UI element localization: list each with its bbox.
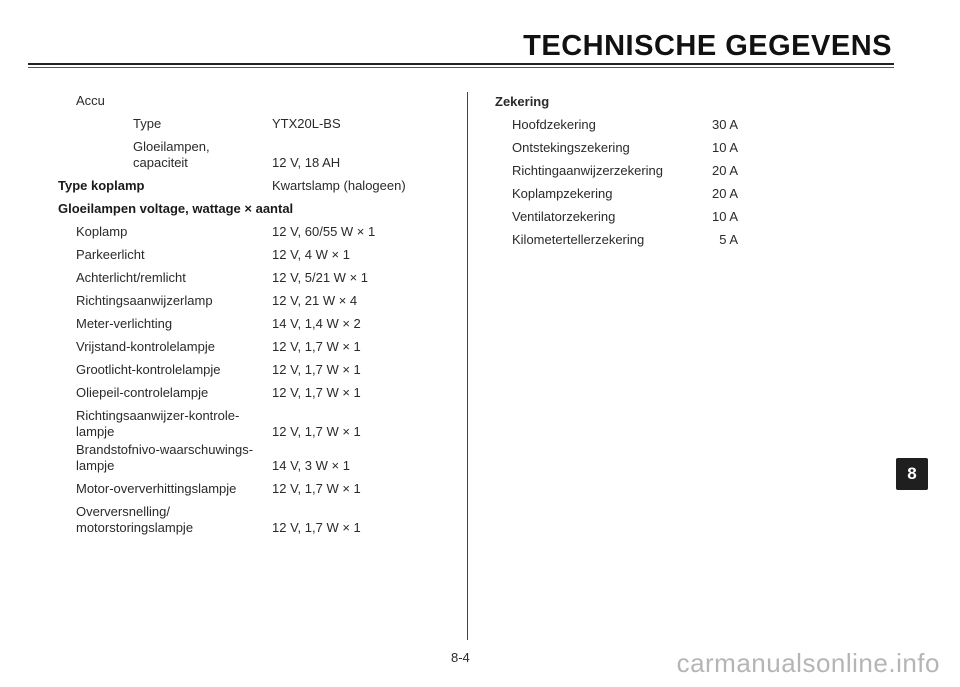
column-divider bbox=[467, 92, 468, 640]
type-value: YTX20L-BS bbox=[272, 116, 341, 131]
spec-value: 12 V, 1,7 W × 1 bbox=[272, 424, 361, 439]
spec-label-line-2: lampje bbox=[76, 424, 115, 439]
spec-label: Grootlicht-kontrolelampje bbox=[76, 362, 221, 377]
accu-label: Accu bbox=[76, 93, 105, 108]
section-heading: Gloeilampen voltage, wattage × aantal bbox=[58, 201, 294, 216]
spec-label: Parkeerlicht bbox=[76, 247, 145, 262]
header-rule bbox=[28, 63, 894, 65]
fuse-value: 10 A bbox=[711, 140, 738, 155]
spec-value: 14 V, 3 W × 1 bbox=[272, 458, 350, 473]
capacity-label-2: capaciteit bbox=[133, 155, 188, 170]
fuse-value: 30 A bbox=[711, 117, 738, 132]
fuse-value: 20 A bbox=[711, 186, 738, 201]
spec-label: Richtingsaanwijzerlamp bbox=[76, 293, 213, 308]
spec-value: 14 V, 1,4 W × 2 bbox=[272, 316, 361, 331]
fuse-label: Ventilatorzekering bbox=[512, 209, 616, 224]
spec-value: 12 V, 21 W × 4 bbox=[272, 293, 358, 308]
spec-label: Koplamp bbox=[76, 224, 128, 239]
fuse-value: 20 A bbox=[711, 163, 738, 178]
spec-label-line-2: motorstoringslampje bbox=[76, 520, 194, 535]
watermark: carmanualsonline.info bbox=[676, 648, 940, 678]
spec-label-line-1: Overversnelling/ bbox=[76, 504, 170, 519]
capacity-value: 12 V, 18 AH bbox=[272, 155, 341, 170]
spec-label-line-2: lampje bbox=[76, 458, 115, 473]
page-number: 8-4 bbox=[451, 650, 470, 665]
spec-value: 12 V, 1,7 W × 1 bbox=[272, 520, 361, 535]
fuse-label: Ontstekingszekering bbox=[512, 140, 630, 155]
koplamp-type-label: Type koplamp bbox=[58, 178, 145, 193]
spec-value: 12 V, 1,7 W × 1 bbox=[272, 339, 361, 354]
spec-label: Motor-oververhittingslampje bbox=[76, 481, 237, 496]
fuse-label: Kilometertellerzekering bbox=[512, 232, 645, 247]
spec-label-line-1: Brandstofnivo-waarschuwings- bbox=[76, 442, 254, 457]
zekering-heading: Zekering bbox=[495, 94, 550, 109]
spec-label: Meter-verlichting bbox=[76, 316, 173, 331]
fuse-value: 5 A bbox=[719, 232, 738, 247]
capacity-label-1: Gloeilampen, bbox=[133, 139, 210, 154]
spec-value: 12 V, 1,7 W × 1 bbox=[272, 362, 361, 377]
spec-label: Vrijstand-kontrolelampje bbox=[76, 339, 215, 354]
spec-value: 12 V, 60/55 W × 1 bbox=[272, 224, 376, 239]
fuse-label: Richtingaanwijzerzekering bbox=[512, 163, 664, 178]
spec-label: Oliepeil-controlelampje bbox=[76, 385, 209, 400]
koplamp-type-value: Kwartslamp (halogeen) bbox=[272, 178, 406, 193]
spec-value: 12 V, 5/21 W × 1 bbox=[272, 270, 369, 285]
spec-value: 12 V, 4 W × 1 bbox=[272, 247, 350, 262]
spec-label: Achterlicht/remlicht bbox=[76, 270, 186, 285]
type-label: Type bbox=[133, 116, 162, 131]
fuse-value: 10 A bbox=[711, 209, 738, 224]
header-rule-thin bbox=[28, 67, 894, 68]
spec-label-line-1: Richtingsaanwijzer-kontrole- bbox=[76, 408, 240, 423]
fuse-label: Koplampzekering bbox=[512, 186, 613, 201]
fuse-label: Hoofdzekering bbox=[512, 117, 596, 132]
chapter-tab[interactable]: 8 bbox=[896, 458, 928, 490]
spec-value: 12 V, 1,7 W × 1 bbox=[272, 481, 361, 496]
spec-value: 12 V, 1,7 W × 1 bbox=[272, 385, 361, 400]
page-title: TECHNISCHE GEGEVENS bbox=[523, 30, 892, 62]
